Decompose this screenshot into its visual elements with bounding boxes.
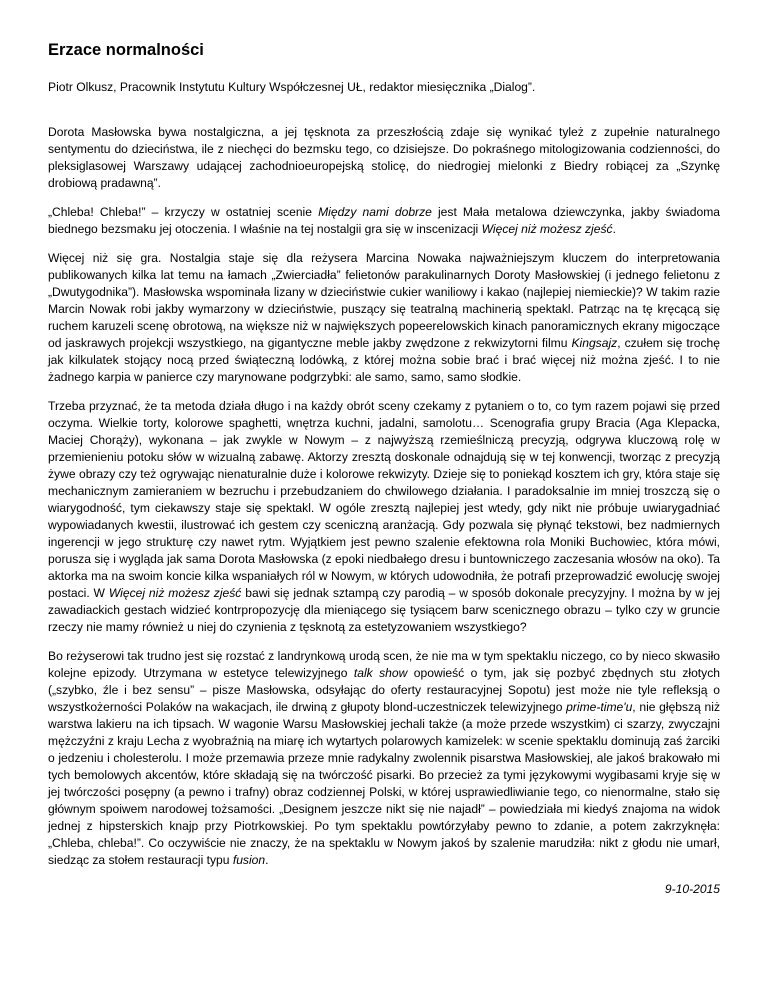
publication-date: 9-10-2015 <box>664 882 720 896</box>
paragraph-text: Dorota Masłowska bywa nostalgiczna, a jej tęsknota za przeszłością zdaje się wynikać tyleż z zupełnie naturalnego sentymentu do dzieciństwa, ile z niechęci do bezmsku tego, co dzisiejsze. Do pokraśnego mitologizowania codzienności, do pleksiglasowej Warszawy udającej zachodnioeuropejską stolicę, do niedrogiej mielonki z Biedry robiącej za „Szynkę drobiową pradawną”. <box>48 125 720 190</box>
article-paragraph <box>48 398 720 636</box>
paragraph-text: , nie głębszą niż warstwa lakieru na ich tipsach. W wagonie Warsu Masłowskiej jechali także (a może przede wszystkim) ci szarzy, zwyczajni mężczyźni z kraju Lecha z wyobraźnią na miarę ich wytartych polarowych kamizelek: w scenie spektaklu dominują zaś żarciki o jedzeniu i cholesterolu. I może przemawia przeze mnie radykalny zwolennik pisarstwa Masłowskiej, ale jakoś brakowało mi tych bemolowych akcentów, które składają się na twórczość pisarki. Bo przecież za tymi językowymi wygibasami kryje się w jej twórczości posępny (a pewno i trafny) obraz codziennej Polski, w której usprawiedliwianie tego, co nienormalne, stało się głównym spoiwem narodowej tożsamości. „Designem jeszcze nikt się nie najadł” – powiedziała mi kiedyś znajoma na widok jednej z hipsterskich knajp przy Piotrkowskiej. Po tym spektaklu powtórzyłaby pewno to zdanie, a potem zakrzyknęła: „Chleba, chleba!”. Co oczywiście nie znaczy, że na spektaklu w Nowym jakoś by szalenie marudziła: nikt z głodu nie umarł, siedząc za stołem restauracji typu <box>48 700 720 867</box>
article-byline: Piotr Olkusz, Pracownik Instytutu Kultury Współczesnej UŁ, redaktor miesięcznika „Dialog”. <box>48 80 536 94</box>
paragraph-text: Trzeba przyznać, że ta metoda działa długo i na każdy obrót sceny czekamy z pytaniem o to, co tym razem pojawi się przed oczyma. Wielkie torty, kolorowe spaghetti, wnętrza kuchni, jadalni, samolotu… Scenografia grupy Bracia (Aga Klepacka, Maciej Chorąży), wykonana – jak zwykle w Nowym – z najwyższą rzemieślniczą precyzją, odgrywa kluczową rolę w przemienieniu potoku słów w wizualną zabawę. Aktorzy zresztą doskonale odnajdują się w tej konwencji, tworząc z precyzją żywe obrazy czy też ogrywając nienaturalnie duże i kolorowe rekwizyty. Dzieje się to poniekąd kosztem ich gry, która staje się mechanicznym zamieraniem w bezruchu i przebudzaniem do chwilowego działania. I paradoksalnie im mniej troszczą się o wiarygodność, tym ciekawszy staje się spektakl. W ogóle zresztą najlepiej jest wtedy, gdy nikt nie próbuje uwiarygadniać wypowiadanych kwestii, ilustrować ich gestem czy sceniczną aranżacją. Gdy pozwala się płynąć tekstowi, bez nadmiernych ingerencji w jego strukturę czy nawet rytm. Wyjątkiem jest pewno szalenie efektowna rola Moniki Buchowiec, która mówi, porusza się i wygląda jak sama Dorota Masłowska (z epoki niedbałego dresu i buntowniczego zaczesania włosów na oko). Ta aktorka ma na swoim koncie kilka wspaniałych ról w Nowym, w których udowodniła, że potrafi przeprowadzić ewolucję swojej postaci. W <box>48 399 721 600</box>
article-paragraph <box>48 204 720 238</box>
paragraph-text: bawi się jednak sztampą czy parodią – w sposób dokonale precyzyjny. I można by w jej zawadiackich gestach widzieć kontrpropozycję dla mieniącego się tysiącem barw scenicznego obrazu – tylko czy w gruncie rzeczy nie mamy również u niej do czynienia z tęsknotą za estetyzowaniem wszystkiego? <box>48 586 720 634</box>
paragraph-text: . <box>265 853 269 867</box>
paragraph-text: jest Mała metalowa dziewczynka, jakby świadoma biednego bezsmaku jej otoczenia. I właśnie na tej nostalgii gra się w inscenizacji <box>48 205 721 236</box>
italic-title-text: talk show <box>353 666 408 680</box>
italic-title-text: Kingsajz <box>571 336 618 350</box>
article-paragraph <box>48 124 720 192</box>
italic-title-text: fusion <box>232 853 266 867</box>
paragraph-text: „Chleba! Chleba!” – krzyczy w ostatniej scenie <box>48 205 319 219</box>
italic-title-text: Więcej niż możesz zjeść <box>108 586 242 600</box>
italic-title-text: Między nami dobrze <box>318 205 432 219</box>
article-title: Erzace normalności <box>48 41 204 59</box>
article-paragraph <box>48 648 720 869</box>
paragraph-text: , czułem się trochę jak kilkulatek stojący nocą przed świąteczną lodówką, z której można sobie brać i brać więcej niż można zjeść. I to nie żadnego karpia w panierce czy marynowane podgrzybki: ale samo, samo, samo słodkie. <box>48 336 720 384</box>
article-body <box>48 124 720 869</box>
italic-title-text: prime-time'u <box>566 700 633 714</box>
article-paragraph <box>48 250 720 386</box>
paragraph-text: . <box>612 222 616 236</box>
italic-title-text: Więcej niż możesz zjeść <box>481 222 613 236</box>
paragraph-text: opowieść o tym, jak się pozbyć zbędnych stu złotych („szybko, źle i bez sensu” – pisze Masłowska, odsyłając do oferty restauracyjnej Sopotu) jest może nie tyle refleksją o wszystkożerności Polaków na wakacjach, ile drwiną z głupoty blond-uczestniczek telewizyjnego <box>48 666 720 714</box>
paragraph-text: Więcej niż się gra. Nostalgia staje się dla reżysera Marcina Nowaka najważniejszym kluczem do interpretowania publikowanych kilka lat temu na łamach „Zwierciadła” felietonów parakulinarnych Doroty Masłowskiej (i jednego felietonu z „Dwutygodnika”). Masłowska wspominała lizany w dzieciństwie cukier waniliowy i kakao (najlepiej niemieckie)? W takim razie Marcin Nowak robi jakby wymarzony w dzieciństwie, puszący się teatralną machinerią spektakl. Patrząc na tę kręcącą się ruchem karuzeli scenę obrotową, na większe niż w największych popeerelowskich kinach panoramicznych ekrany migoczące od jaskrawych projekcji wszystkiego, na gigantyczne meble jakby zwędzone z rekwizytorni filmu <box>48 251 720 350</box>
article <box>48 40 720 897</box>
paragraph-text: Bo reżyserowi tak trudno jest się rozstać z landrynkową urodą scen, że nie ma w tym spektaklu niczego, co by nieco skwasiło kolejne epizody. Utrzymana w estetyce telewizyjnego <box>48 649 720 680</box>
